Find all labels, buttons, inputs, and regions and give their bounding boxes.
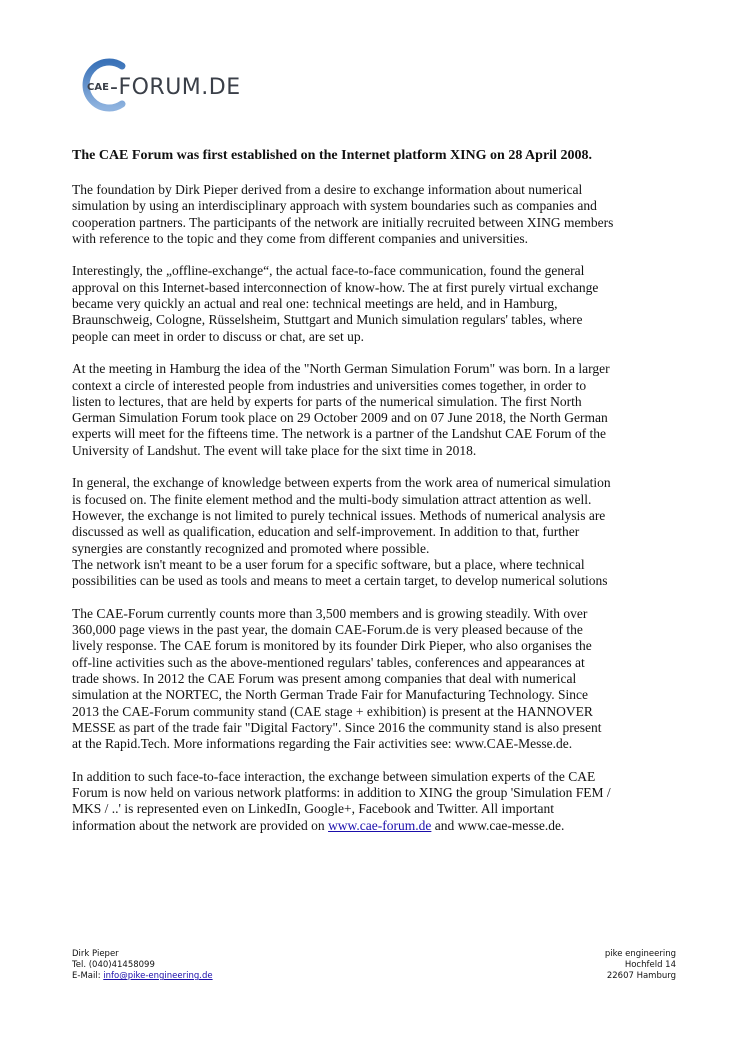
text-line: approval on this Internet-based interconnection of know-how. The at first purely virtual exchange (72, 279, 599, 295)
paragraph-offline-exchange (72, 263, 682, 344)
text-line: with reference to the topic and they come from different companies and universities. (72, 230, 528, 246)
text-line: German Simulation Forum took place on 29 October 2009 and on 07 June 2018, the North German (72, 410, 608, 426)
text-line: 2013 the CAE-Forum community stand (CAE stage + exhibition) is present at the HANNOVER (72, 703, 593, 719)
footer-address (605, 949, 676, 982)
footer-company: pike engineering (604, 949, 676, 959)
text-line: 360,000 page views in the past year, the domain CAE-Forum.de is very pleased because of the (72, 622, 583, 638)
footer-city: 22607 Hamburg (606, 971, 676, 981)
text-line: However, the exchange is not limited to purely technical issues. Methods of numerical analysis are (72, 507, 606, 523)
text-line: Forum is now held on various network platforms: in addition to XING the group 'Simulation FEM / (72, 784, 611, 800)
footer-phone: Tel. (040)41458099 (72, 960, 155, 970)
logo-main-text: -FORUM.DE (110, 75, 241, 100)
text-line: In general, the exchange of knowledge between experts from the work area of numerical simulation (72, 475, 611, 491)
footer-street: Hochfeld 14 (624, 960, 676, 970)
page-heading: The CAE Forum was first established on the Internet platform XING on 28 April 2008. (72, 148, 592, 163)
cae-forum-logo (70, 56, 320, 114)
text-line: In addition to such face-to-face interaction, the exchange between simulation experts of the CAE (72, 768, 596, 784)
text-line: is focused on. The finite element method and the multi-body simulation attract attention as well. (72, 491, 592, 507)
text-line: The CAE-Forum currently counts more than 3,500 members and is growing steadily. With over (72, 605, 588, 621)
text-line: at the Rapid.Tech. More informations regarding the Fair activities see: www.CAE-Messe.de. (72, 736, 573, 752)
footer-contact (72, 949, 213, 982)
text-line: context a circle of interested people from industries and universities comes together, in order to (72, 377, 587, 393)
text-after-link: and www.cae-messe.de. (431, 817, 565, 833)
paragraph-foundation (72, 182, 682, 247)
text-line: possibilities can be used as tools and means to meet a certain target, to develop numerical solutions (72, 573, 608, 589)
text-line: Braunschweig, Cologne, Rüsselsheim, Stuttgart and Munich simulation regulars' tables, where (72, 312, 583, 328)
text-line: simulation at the NORTEC, the North German Trade Fair for Manufacturing Technology. Since (72, 687, 589, 703)
text-line: MKS / ..' is represented even on LinkedIn, Google+, Facebook and Twitter. All important (72, 801, 555, 817)
text-line: experts will meet for the fifteens time. The network is a partner of the Landshut CAE Forum of the (72, 426, 606, 442)
article-body (72, 182, 682, 850)
text-line: Interestingly, the „offline-exchange“, the actual face-to-face communication, found the general (72, 263, 585, 279)
cae-forum-link[interactable]: www.cae-forum.de (328, 817, 432, 833)
text-line: trade shows. In 2012 the CAE Forum was present among companies that deal with numerical (72, 670, 577, 686)
logo-graphic (70, 56, 320, 114)
text-line-with-link (72, 818, 682, 834)
text-line: The foundation by Dirk Pieper derived from a desire to exchange information about numerical (72, 182, 583, 197)
text-line: MESSE as part of the trade fair "Digital Factory". Since 2016 the community stand is also present (72, 719, 602, 735)
text-line: simulation by using an interdisciplinary approach with system boundaries such as companies and (72, 198, 597, 214)
text-line: people can meet in order to discuss or chat, are set up. (72, 328, 365, 344)
text-line: cooperation partners. The participants of the network are initially recruited between XING members (72, 214, 614, 230)
footer-email-label: E-Mail: (72, 971, 104, 981)
footer-name: Dirk Pieper (72, 949, 119, 959)
logo-small-text: CAE (87, 82, 109, 93)
text-line: became very quickly an actual and real one: technical meetings are held, and in Hamburg, (72, 296, 558, 312)
text-line: synergies are constantly recognized and promoted where possible. (72, 540, 430, 556)
footer-email-line (72, 971, 213, 982)
paragraph-members (72, 606, 682, 753)
text-line: At the meeting in Hamburg the idea of the "North German Simulation Forum" was born. In a larger (72, 361, 610, 377)
text-line: off-line activities such as the above-mentioned regulars' tables, conferences and appearances at (72, 654, 585, 670)
paragraph-north-german-forum (72, 361, 682, 459)
paragraph-knowledge-exchange (72, 475, 682, 556)
footer-email-link[interactable]: info@pike-engineering.de (103, 971, 213, 981)
text-line: University of Landshut. The event will take place for the sixt time in 2018. (72, 442, 477, 458)
text-line: lively response. The CAE forum is monitored by its founder Dirk Pieper, who also organises the (72, 638, 592, 654)
text-line: The network isn't meant to be a user forum for a specific software, but a place, where technical (72, 556, 585, 572)
text-line: listen to lectures, that are held by experts for parts of the numerical simulation. The first North (72, 393, 582, 409)
text-before-link: information about the network are provided on (72, 817, 329, 833)
paragraph-network-platforms (72, 769, 682, 834)
paragraph-not-user-forum (72, 557, 682, 590)
text-line: discussed as well as qualification, education and self-improvement. In addition to that, further (72, 524, 580, 540)
